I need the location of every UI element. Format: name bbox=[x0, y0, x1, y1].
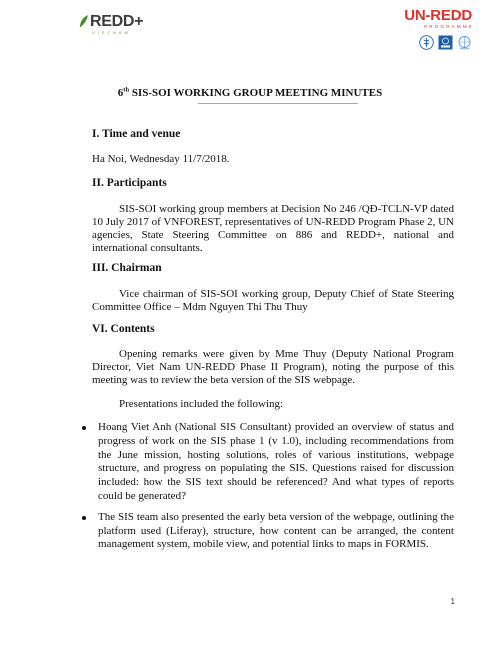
leaf-icon bbox=[78, 14, 89, 28]
bullet-icon bbox=[82, 426, 86, 430]
presentations-list bbox=[76, 421, 454, 552]
section-heading-contents: VI. Contents bbox=[92, 323, 155, 335]
participants-text: SIS-SOI working group members at Decision No 246 /QĐ-TCLN-VP dated 10 July 2017 of VNFOREST, representatives of UN-REDD Program Phase 2, UN agencies, State Steering Committee on 886 and REDD+, national and international consultants. bbox=[92, 203, 454, 255]
fao-logo-icon bbox=[419, 35, 434, 50]
bullet-text: Hoang Viet Anh (National SIS Consultant) provided an overview of status and progress of work on the SIS phase 1 (v 1.0), including recommendations from the June mission, hosting solutions, roles of various institutions, webpage structure, and progress on populating the SIS. Questions raised for discussion included: how the SIS text should be referenced? And what types of reports could be generated? bbox=[98, 421, 454, 502]
redd-subtitle: VIETNAM bbox=[92, 30, 131, 35]
bullet-text: The SIS team also presented the early beta version of the webpage, outlining the platform used (Liferay), structure, how content can be arranged, the content management system, mobile view, and potential links to maps in FORMIS. bbox=[98, 510, 454, 551]
page-number: 1 bbox=[450, 597, 455, 606]
bullet-icon bbox=[82, 516, 86, 520]
title-underline bbox=[198, 103, 358, 104]
presentations-intro: Presentations included the following: bbox=[119, 398, 284, 410]
redd-vietnam-logo bbox=[78, 14, 143, 36]
section-heading-chairman: III. Chairman bbox=[92, 262, 162, 274]
time-venue-text: Ha Noi, Wednesday 11/7/2018. bbox=[92, 153, 230, 165]
section-heading-time: I. Time and venue bbox=[92, 128, 181, 140]
list-item bbox=[76, 511, 454, 552]
unep-logo-icon bbox=[457, 35, 472, 50]
opening-remarks-text: Opening remarks were given by Mme Thuy (Deputy National Program Director, Viet Nam UN-REDD Phase II Program), noting the purpose of this meeting was to review the beta version of the SIS webpage. bbox=[92, 348, 454, 387]
list-item bbox=[76, 421, 454, 504]
agency-logos bbox=[392, 35, 472, 50]
title-ordinal: 6 bbox=[117, 87, 124, 99]
title-ordinal-suffix: th bbox=[123, 86, 130, 94]
title-text: SIS-SOI WORKING GROUP MEETING MINUTES bbox=[129, 87, 383, 99]
un-redd-logo bbox=[392, 8, 472, 60]
section-heading-participants: II. Participants bbox=[92, 177, 167, 189]
un-redd-wordmark: UN-REDD bbox=[404, 7, 472, 24]
un-redd-subtitle: PROGRAMME bbox=[424, 24, 474, 29]
redd-wordmark: REDD+ bbox=[90, 13, 144, 30]
undp-logo-icon bbox=[438, 35, 453, 50]
page-title bbox=[0, 86, 500, 100]
chairman-text: Vice chairman of SIS-SOI working group, Deputy Chief of State Steering Committee Office – Mdm Nguyen Thi Thu Thuy bbox=[92, 288, 454, 314]
